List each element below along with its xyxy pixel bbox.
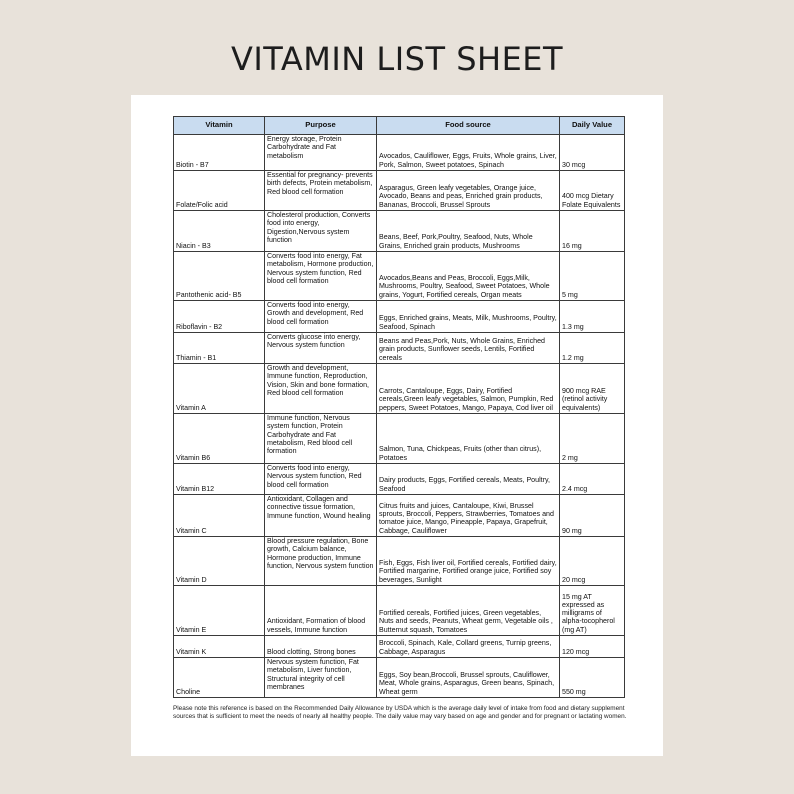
daily-value-cell: 5 mg <box>560 252 625 301</box>
purpose-cell: Growth and development, Immune function, Reproduction, Vision, Skin and bone formation, Red blood cell formation <box>265 364 377 414</box>
purpose-cell: Energy storage, Protein Carbohydrate and Fat metabolism <box>265 135 377 171</box>
food-source-cell: Fish, Eggs, Fish liver oil, Fortified cereals, Fortified dairy, Fortified margarine, Fortified orange juice, Fortified soy beverages, Sunlight <box>377 537 560 586</box>
vitamin-cell: Vitamin D <box>174 537 265 586</box>
table-row <box>174 586 625 636</box>
table-row <box>174 364 625 414</box>
food-source-cell: Dairy products, Eggs, Fortified cereals, Meats, Poultry, Seafood <box>377 464 560 495</box>
daily-value-cell: 120 mcg <box>560 636 625 658</box>
vitamin-cell: Niacin - B3 <box>174 211 265 252</box>
vitamin-cell: Thiamin - B1 <box>174 333 265 364</box>
purpose-cell: Essential for pregnancy- prevents birth defects, Protein metabolism, Red blood cell formation <box>265 171 377 211</box>
daily-value-cell: 550 mg <box>560 658 625 698</box>
food-source-cell: Broccoli, Spinach, Kale, Collard greens, Turnip greens, Cabbage, Asparagus <box>377 636 560 658</box>
purpose-cell: Cholesterol production, Converts food into energy, Digestion,Nervous system function <box>265 211 377 252</box>
vitamin-cell: Choline <box>174 658 265 698</box>
table-row <box>174 252 625 301</box>
vitamin-cell: Vitamin C <box>174 495 265 537</box>
table-row <box>174 636 625 658</box>
table-row <box>174 414 625 464</box>
food-source-cell: Avocados,Beans and Peas, Broccoli, Eggs,Milk, Mushrooms, Poultry, Seafood, Sweet Potatoes, Whole grains, Yogurt, Fortified cereals, Organ meats <box>377 252 560 301</box>
food-source-cell: Citrus fruits and juices, Cantaloupe, Kiwi, Brussel sprouts, Broccoli, Peppers, Strawberries, Tomatoes and tomatoe juice, Mango, Pineapple, Papaya, Grapefruit, Cabbage, Cauliflower <box>377 495 560 537</box>
header-purpose: Purpose <box>265 117 377 135</box>
purpose-cell: Antioxidant, Formation of blood vessels, Immune function <box>265 586 377 636</box>
vitamin-cell: Vitamin B6 <box>174 414 265 464</box>
purpose-cell: Converts glucose into energy, Nervous system function <box>265 333 377 364</box>
daily-value-cell: 20 mcg <box>560 537 625 586</box>
table-row <box>174 658 625 698</box>
vitamin-cell: Vitamin K <box>174 636 265 658</box>
food-source-cell: Beans and Peas,Pork, Nuts, Whole Grains, Enriched grain products, Sunflower seeds, Lentils, Fortified cereals <box>377 333 560 364</box>
food-source-cell: Salmon, Tuna, Chickpeas, Fruits (other than citrus), Potatoes <box>377 414 560 464</box>
vitamin-cell: Folate/Folic acid <box>174 171 265 211</box>
daily-value-cell: 2 mg <box>560 414 625 464</box>
vitamin-cell: Vitamin B12 <box>174 464 265 495</box>
purpose-cell: Converts food into energy, Nervous system function, Red blood cell formation <box>265 464 377 495</box>
food-source-cell: Asparagus, Green leafy vegetables, Orange juice, Avocado, Beans and peas, Enriched grain products, Bananas, Broccoli, Brussel Sprouts <box>377 171 560 211</box>
header-daily-value: Daily Value <box>560 117 625 135</box>
daily-value-cell: 1.3 mg <box>560 301 625 333</box>
header-vitamin: Vitamin <box>174 117 265 135</box>
daily-value-cell: 2.4 mcg <box>560 464 625 495</box>
header-food-source: Food source <box>377 117 560 135</box>
vitamin-cell: Pantothenic acid- B5 <box>174 252 265 301</box>
purpose-cell: Converts food into energy, Fat metabolism, Hormone production, Nervous system function, Red blood cell formation <box>265 252 377 301</box>
table-header-row <box>174 117 625 135</box>
daily-value-cell: 90 mg <box>560 495 625 537</box>
purpose-cell: Nervous system function, Fat metabolism, Liver function, Structural integrity of cell membranes <box>265 658 377 698</box>
vitamin-table <box>173 116 625 698</box>
purpose-cell: Immune function, Nervous system function, Protein Carbohydrate and Fat metabolism, Red blood cell formation <box>265 414 377 464</box>
table-row <box>174 537 625 586</box>
vitamin-cell: Vitamin A <box>174 364 265 414</box>
food-source-cell: Carrots, Cantaloupe, Eggs, Dairy, Fortified cereals,Green leafy vegetables, Salmon, Pumpkin, Red peppers, Sweet Potatoes, Mango, Papaya, Cod liver oil <box>377 364 560 414</box>
daily-value-cell: 15 mg AT expressed as milligrams of alpha-tocopherol (mg AT) <box>560 586 625 636</box>
purpose-cell: Blood clotting, Strong bones <box>265 636 377 658</box>
table-row <box>174 301 625 333</box>
purpose-cell: Antioxidant, Collagen and connective tissue formation, Immune function, Wound healing <box>265 495 377 537</box>
table-row <box>174 333 625 364</box>
footnote: Please note this reference is based on the Recommended Daily Allowance by USDA which is the average daily level of intake from food and dietary supplement sources that is sufficient to meet the needs of nearly all healthy people. The daily value may vary based on age and gender and for pregnant or lactating women. <box>173 705 627 721</box>
vitamin-cell: Riboflavin - B2 <box>174 301 265 333</box>
table-row <box>174 135 625 171</box>
vitamin-sheet <box>131 95 663 756</box>
table-row <box>174 211 625 252</box>
purpose-cell: Blood pressure regulation, Bone growth, Calcium balance, Hormone production, Immune function, Nervous system function <box>265 537 377 586</box>
table-row <box>174 464 625 495</box>
daily-value-cell: 900 mcg RAE (retinol activity equivalents) <box>560 364 625 414</box>
purpose-cell: Converts food into energy, Growth and development, Red blood cell formation <box>265 301 377 333</box>
vitamin-cell: Biotin - B7 <box>174 135 265 171</box>
daily-value-cell: 1.2 mg <box>560 333 625 364</box>
daily-value-cell: 30 mcg <box>560 135 625 171</box>
vitamin-cell: Vitamin E <box>174 586 265 636</box>
table-row <box>174 171 625 211</box>
food-source-cell: Eggs, Soy bean,Broccoli, Brussel sprouts, Cauliflower, Meat, Whole grains, Asparagus, Green beans, Spinach, Wheat germ <box>377 658 560 698</box>
food-source-cell: Avocados, Cauliflower, Eggs, Fruits, Whole grains, Liver, Pork, Salmon, Sweet potatoes, Spinach <box>377 135 560 171</box>
daily-value-cell: 400 mcg Dietary Folate Equivalents <box>560 171 625 211</box>
food-source-cell: Beans, Beef, Pork,Poultry, Seafood, Nuts, Whole Grains, Enriched grain products, Mushrooms <box>377 211 560 252</box>
food-source-cell: Fortified cereals, Fortified juices, Green vegetables, Nuts and seeds, Peanuts, Wheat germ, Vegetable oils , Butternut squash, Tomatoes <box>377 586 560 636</box>
table-row <box>174 495 625 537</box>
daily-value-cell: 16 mg <box>560 211 625 252</box>
food-source-cell: Eggs, Enriched grains, Meats, Milk, Mushrooms, Poultry, Seafood, Spinach <box>377 301 560 333</box>
page-title: VITAMIN LIST SHEET <box>230 40 564 78</box>
